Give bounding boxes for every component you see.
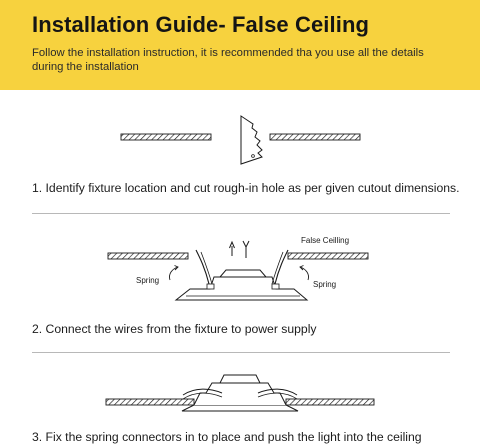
false-ceiling-label: False Ceilling bbox=[301, 236, 350, 245]
step2-illustration bbox=[0, 228, 480, 318]
spring-label-left: Spring bbox=[136, 276, 160, 285]
curved-arrow-icon bbox=[169, 267, 178, 280]
arrow-up-icon bbox=[230, 242, 235, 256]
ceiling-panel-right bbox=[286, 399, 374, 405]
step3-illustration bbox=[0, 366, 480, 420]
ceiling-panel-right bbox=[270, 134, 360, 140]
header-banner bbox=[0, 0, 480, 90]
step1-text: 1. Identify fixture location and cut rough-in hole as per given cutout dimensions. bbox=[32, 181, 460, 195]
ceiling-panel-left bbox=[108, 253, 188, 259]
page-subtitle: Follow the installation instruction, it is recommended tha you use all the details during the installation bbox=[32, 47, 424, 73]
step1-illustration bbox=[0, 110, 480, 170]
curved-arrow-icon bbox=[300, 267, 309, 280]
wire-icon bbox=[243, 241, 249, 258]
step2-text: 2. Connect the wires from the fixture to power supply bbox=[32, 322, 317, 336]
divider bbox=[32, 352, 450, 353]
ceiling-panel-right bbox=[288, 253, 368, 259]
ceiling-panel-left bbox=[106, 399, 194, 405]
spring-label-right: Spring bbox=[313, 280, 337, 289]
ceiling-panel-left bbox=[121, 134, 211, 140]
light-fixture bbox=[182, 375, 298, 411]
light-fixture bbox=[176, 250, 307, 300]
step3-text: 3. Fix the spring connectors in to place and push the light into the ceiling bbox=[32, 430, 422, 444]
saw-icon bbox=[241, 116, 262, 164]
divider bbox=[32, 213, 450, 214]
page-title: Installation Guide- False Ceiling bbox=[32, 12, 370, 37]
